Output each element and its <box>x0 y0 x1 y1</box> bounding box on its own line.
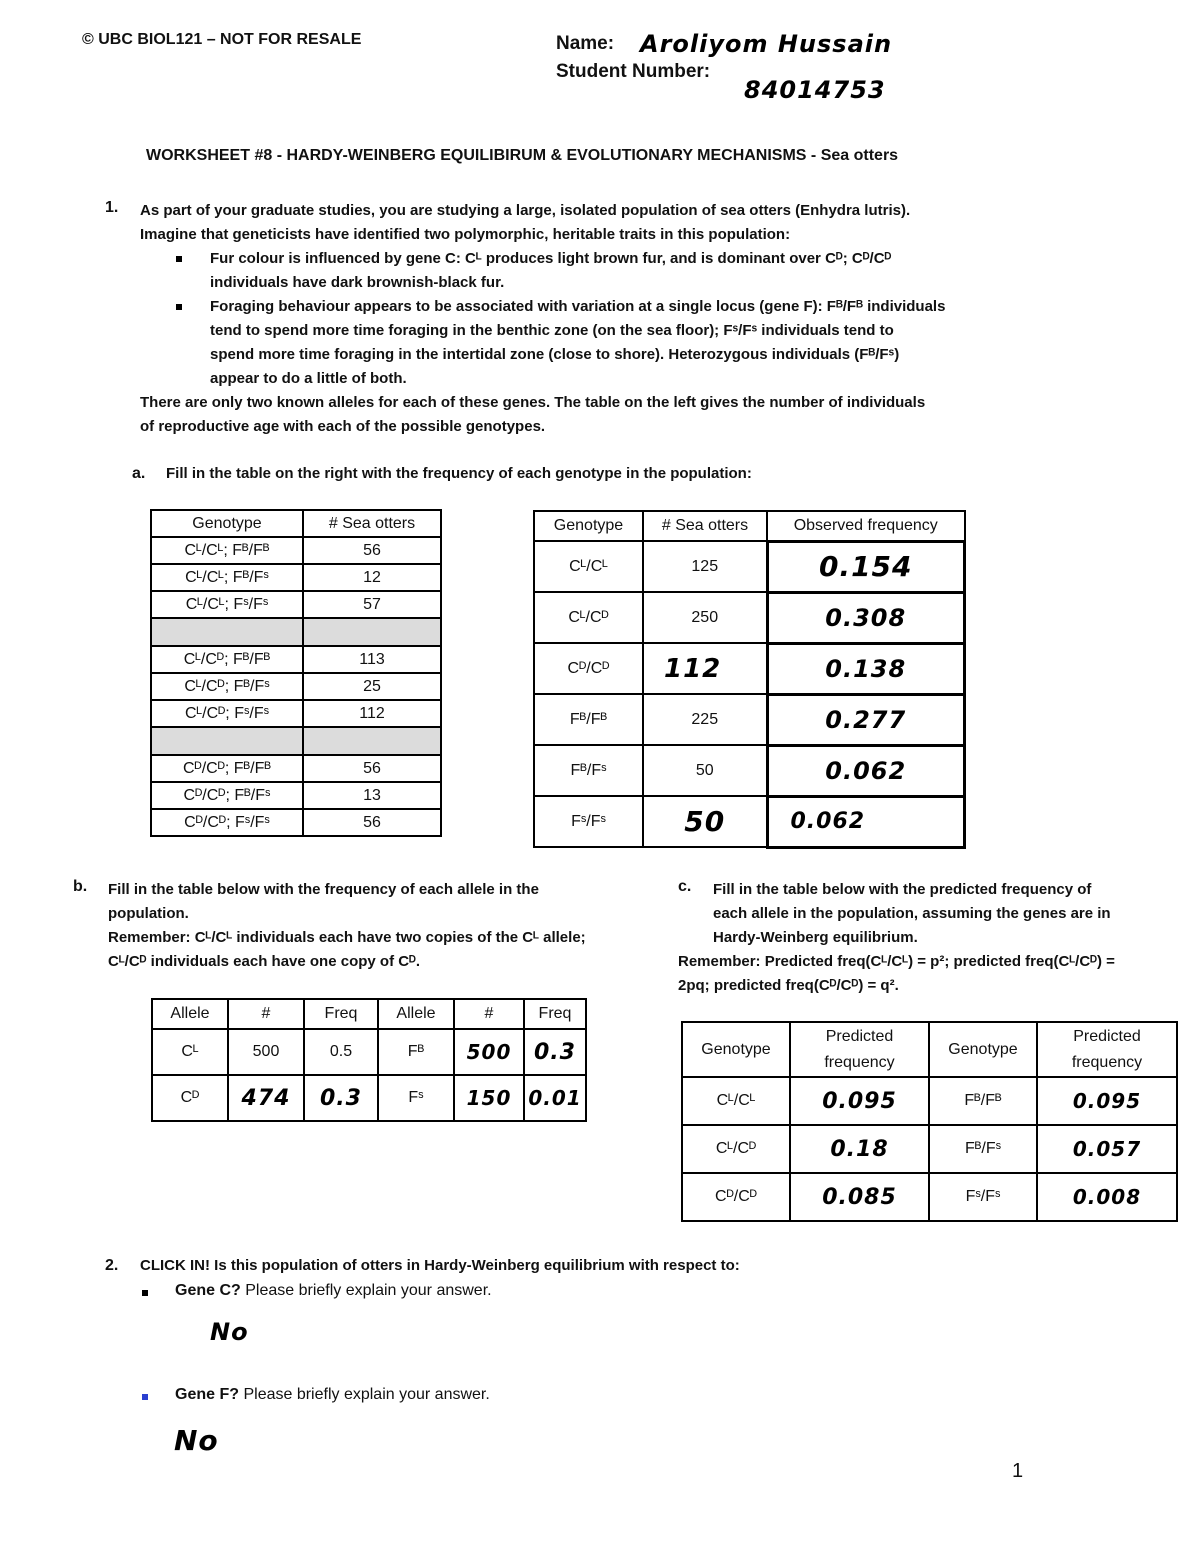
table-row: Cᴸ/Cᴰ; Fᴮ/Fᴮ 113 <box>151 646 441 673</box>
table-row: Cᴸ/Cᴸ 125 0.154 <box>534 541 965 592</box>
q1-line1: As part of your graduate studies, you are studying a large, isolated population of sea otters (Enhydra lutris). <box>140 202 911 219</box>
table-row: Fᴮ/Fˢ 50 0.062 <box>534 745 965 796</box>
table-row: Cᴰ/Cᴰ 112 0.138 <box>534 643 965 694</box>
observed-frequency-cell[interactable]: 0.154 <box>767 541 965 592</box>
q2-text: CLICK IN! Is this population of otters in Hardy-Weinberg equilibrium with respect to: <box>140 1257 740 1274</box>
table-row: Fᴮ/Fᴮ 225 0.277 <box>534 694 965 745</box>
qc-text: Fill in the table below with the predicted frequency of each allele in the population, assuming the genes are in Hardy-Weinberg equilibrium. Remember: Predicted freq(Cᴸ/Cᴸ) = p²; predicted freq(Cᴸ/Cᴰ) = 2pq; predicted freq(Cᴰ/Cᴰ) = q². <box>678 881 1115 994</box>
table-separator-row <box>151 618 441 646</box>
observed-frequency-cell[interactable]: 0.138 <box>767 643 965 694</box>
name-label: Name: <box>556 33 615 54</box>
table-row: Fˢ/Fˢ 50 0.062 <box>534 796 965 847</box>
bullet1-line2: individuals have dark brownish-black fur. <box>210 274 505 291</box>
observed-frequency-cell[interactable]: 0.277 <box>767 694 965 745</box>
qc-label: c. <box>678 878 692 895</box>
observed-frequency-table <box>533 510 966 849</box>
table-row: Cᴰ 474 0.3 Fˢ 150 0.01 <box>152 1075 586 1121</box>
col-header: Observed frequency <box>767 511 965 541</box>
qa-text: Fill in the table on the right with the frequency of each genotype in the population: <box>166 465 752 482</box>
table-row: Cᴰ/Cᴰ 0.085 Fˢ/Fˢ 0.008 <box>682 1173 1177 1221</box>
student-number-label: Student Number: <box>556 61 711 82</box>
q2-number: 2. <box>105 1257 119 1274</box>
observed-frequency-cell[interactable]: 0.062 <box>767 796 965 847</box>
bullet2-line1: Foraging behaviour appears to be associated with variation at a single locus (gene F): Fᴮ/Fᴮ individuals <box>210 298 946 315</box>
copyright-notice: © UBC BIOL121 – NOT FOR RESALE <box>82 31 362 48</box>
student-number-value: 84014753 <box>744 76 886 104</box>
gene-f-question: Gene F? Please briefly explain your answer. <box>175 1386 490 1403</box>
table-row: Cᴰ/Cᴰ; Fˢ/Fˢ 56 <box>151 809 441 836</box>
gene-c-answer[interactable]: No <box>210 1318 249 1346</box>
col-header: Genotype <box>151 510 303 537</box>
q1-number: 1. <box>105 199 119 216</box>
observed-frequency-cell[interactable]: 0.308 <box>767 592 965 643</box>
gene-c-question: Gene C? Please briefly explain your answer. <box>175 1282 492 1299</box>
q1-line4: of reproductive age with each of the possible genotypes. <box>140 418 546 435</box>
table-row: Cᴸ/Cᴰ; Fᴮ/Fˢ 25 <box>151 673 441 700</box>
table-row: Cᴸ/Cᴰ 250 0.308 <box>534 592 965 643</box>
table-row: Cᴸ/Cᴰ 0.18 Fᴮ/Fˢ 0.057 <box>682 1125 1177 1173</box>
q1-line3: There are only two known alleles for each of these genes. The table on the left gives the number of individuals <box>140 394 926 411</box>
name-value: Aroliyom Hussain <box>640 30 893 58</box>
col-header: # Sea otters <box>303 510 441 537</box>
table-row: Cᴸ/Cᴸ 0.095 Fᴮ/Fᴮ 0.095 <box>682 1077 1177 1125</box>
allele-frequency-table: Allele # Freq Allele # Freq Cᴸ 500 0.5 Fᴮ 500 0.3 Cᴰ 474 0.3 Fˢ 150 0.01 <box>151 998 587 1122</box>
qa-label: a. <box>132 465 146 482</box>
col-header: # Sea otters <box>643 511 767 541</box>
table-row: Cᴸ 500 0.5 Fᴮ 500 0.3 <box>152 1029 586 1075</box>
qb-label: b. <box>73 878 88 895</box>
genotype-count-table <box>150 509 442 837</box>
table-row: Cᴸ/Cᴸ; Fᴮ/Fˢ 12 <box>151 564 441 591</box>
bullet1-line1: Fur colour is influenced by gene C: Cᴸ produces light brown fur, and is dominant over Cᴰ; Cᴰ/Cᴰ <box>210 250 892 267</box>
table-row: Cᴸ/Cᴸ; Fˢ/Fˢ 57 <box>151 591 441 618</box>
page-number: 1 <box>1012 1460 1024 1482</box>
table-row: Cᴰ/Cᴰ; Fᴮ/Fᴮ 56 <box>151 755 441 782</box>
q1-text <box>140 199 1040 439</box>
predicted-frequency-table: Genotype Predicted frequency Genotype Predicted frequency Cᴸ/Cᴸ 0.095 Fᴮ/Fᴮ 0.095 Cᴸ/Cᴰ 0.18 Fᴮ/Fˢ 0.057 Cᴰ/Cᴰ 0.085 Fˢ/Fˢ 0.008 <box>681 1021 1178 1222</box>
bullet2-line3: spend more time foraging in the intertidal zone (close to shore). Heterozygous individuals (Fᴮ/Fˢ) <box>210 346 900 363</box>
worksheet-title: WORKSHEET #8 - HARDY-WEINBERG EQUILIBIRUM & EVOLUTIONARY MECHANISMS - Sea otters <box>146 147 899 164</box>
bullet2-line2: tend to spend more time foraging in the benthic zone (on the sea floor); Fˢ/Fˢ individuals tend to <box>210 322 894 339</box>
table-row: Cᴸ/Cᴰ; Fˢ/Fˢ 112 <box>151 700 441 727</box>
gene-f-answer[interactable]: No <box>174 1424 219 1457</box>
col-header: Genotype <box>534 511 643 541</box>
table-row: Cᴰ/Cᴰ; Fᴮ/Fˢ 13 <box>151 782 441 809</box>
q1-line2: Imagine that geneticists have identified two polymorphic, heritable traits in this population: <box>140 226 791 243</box>
table-row: Cᴸ/Cᴸ; Fᴮ/Fᴮ 56 <box>151 537 441 564</box>
table-separator-row <box>151 727 441 755</box>
bullet2-line4: appear to do a little of both. <box>210 370 407 387</box>
observed-frequency-cell[interactable]: 0.062 <box>767 745 965 796</box>
